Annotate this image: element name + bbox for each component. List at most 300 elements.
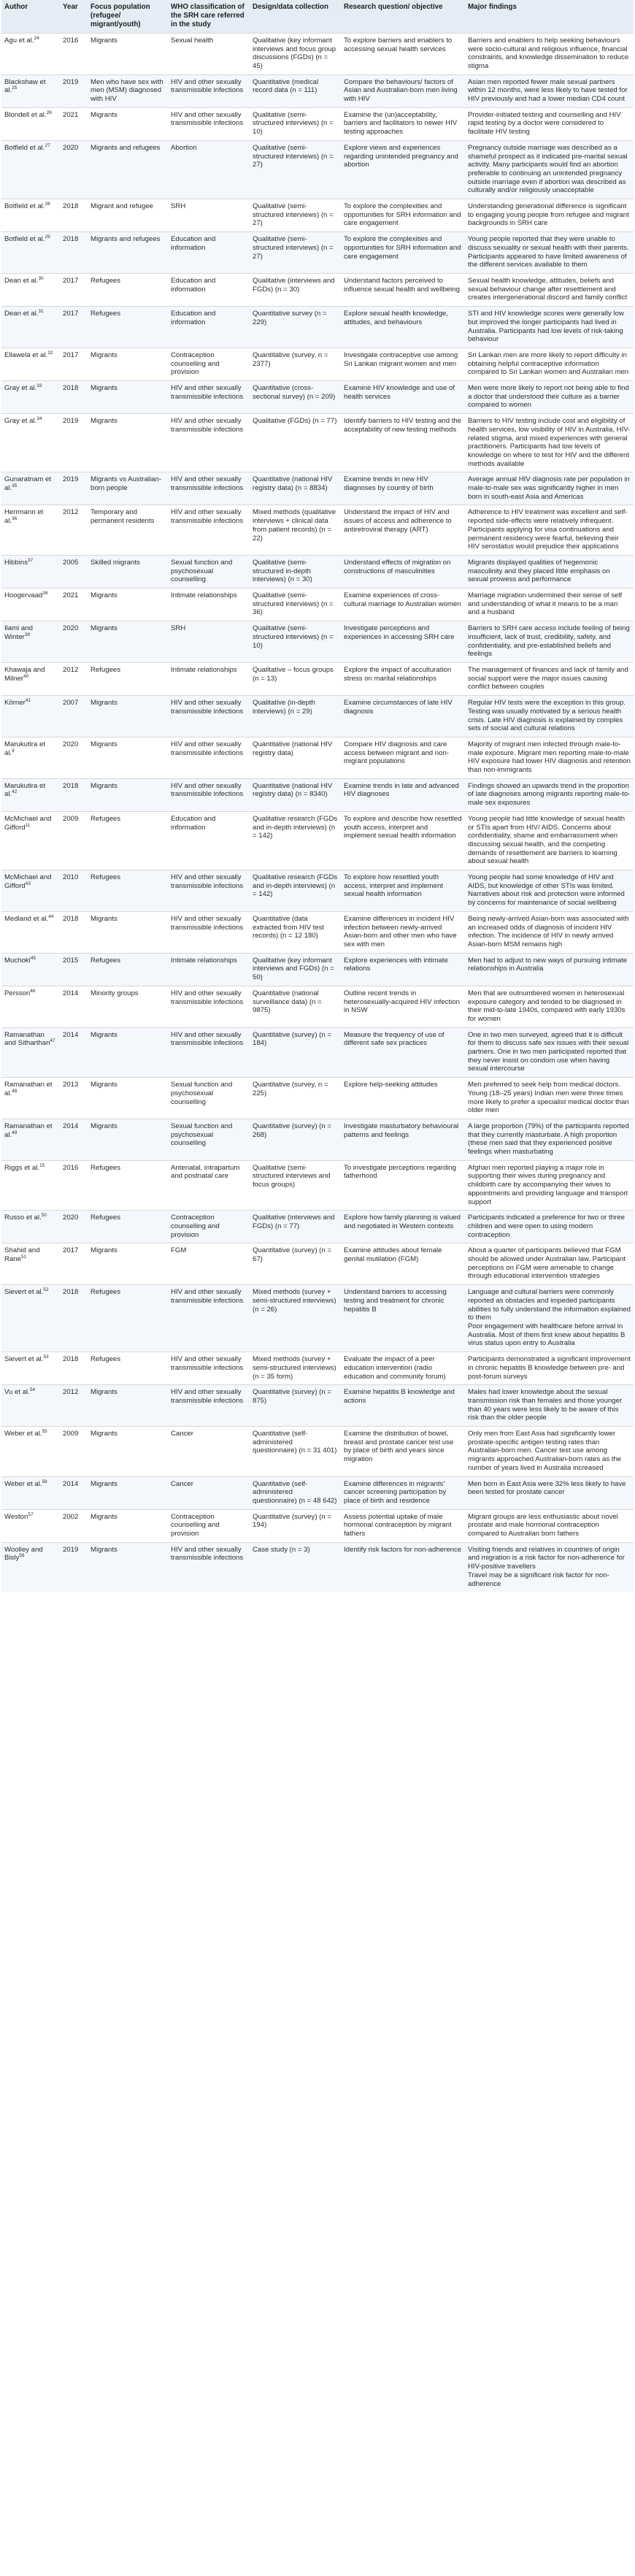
cell-population: Migrants <box>88 737 168 778</box>
cell-population: Migrants and refugees <box>88 232 168 274</box>
cell-design: Qualitative research (FGDs and in-depth interviews) (n = 142) <box>250 870 341 912</box>
cell-year: 2016 <box>60 1160 88 1211</box>
cell-who-classification: Cancer <box>168 1427 250 1477</box>
cell-year: 2017 <box>60 273 88 306</box>
cell-major-findings: Participants demonstrated a significant improvement in chronic hepatitis B knowledge between pre- and post-forum surveys <box>465 1352 634 1385</box>
cell-design: Case study (n = 3) <box>250 1542 341 1592</box>
cell-major-findings: Visiting friends and relatives in countries of origin and migration is a risk factor for non-adherence for HIV-positive travellers Travel may be a significant risk factor for non-adherence <box>465 1542 634 1592</box>
table-body <box>1 33 634 1592</box>
cell-population: Migrants <box>88 778 168 811</box>
cell-research-question: Understand factors perceived to influence sexual health and wellbeing <box>341 273 465 306</box>
author-name: Botfield et al. <box>4 235 45 244</box>
cell-research-question: Evaluate the impact of a peer education intervention (radio education and community forum) <box>341 1352 465 1385</box>
cell-who-classification: Sexual health <box>168 33 250 74</box>
cell-design: Quantitative (national surveillance data) (n = 9875) <box>250 986 341 1027</box>
cell-design: Quantitative (survey) (n = 184) <box>250 1027 341 1078</box>
cell-major-findings: Adherence to HIV treatment was excellent and self-reported side-effects were relatively infrequent. Participants applying for visa continuations and permanent residency were fearful, believing their HIV serostatus would prejudice their applications <box>465 505 634 556</box>
table-row <box>1 1078 634 1119</box>
cell-research-question: Investigate perceptions and experiences in accessing SRH care <box>341 621 465 663</box>
cell-design: Qualitative (semi-structured interviews) (n = 27) <box>250 232 341 274</box>
cell-who-classification: Sexual function and psychosexual counselling <box>168 555 250 588</box>
cell-author <box>1 953 60 986</box>
table-row <box>1 505 634 556</box>
author-name: Weber et al. <box>4 1479 42 1488</box>
reference-number: 57 <box>28 1511 34 1517</box>
table-row <box>1 140 634 199</box>
cell-design: Mixed methods (qualitative interviews + clinical data from patient records) (n = 22) <box>250 505 341 556</box>
author-name: Agu et al. <box>4 36 34 45</box>
cell-who-classification: HIV and other sexually transmissible infections <box>168 414 250 472</box>
table-row <box>1 74 634 107</box>
cell-major-findings: A large proportion (79%) of the participants reported that they currently masturbate. A high proportion (these men said that they experienced positive feelings when masturbating <box>465 1119 634 1160</box>
header-author: Author <box>1 0 60 33</box>
author-name: Dean et al. <box>4 310 39 318</box>
cell-design: Mixed methods (survey + semi-structured interviews) (n = 26) <box>250 1285 341 1352</box>
cell-who-classification: HIV and other sexually transmissible infections <box>168 505 250 556</box>
cell-author <box>1 1211 60 1243</box>
cell-population: Refugees <box>88 811 168 870</box>
cell-research-question: To explore how resettled youth access, interpret and implement sexual health information <box>341 870 465 912</box>
cell-major-findings: Majority of migrant men infected through male-to-male exposure. Migrant men reporting male-to-male HIV exposure had lower HIV diagnosis and retention than non-immigrants <box>465 737 634 778</box>
cell-design: Qualitative (semi-structured in-depth interviews) (n = 30) <box>250 555 341 588</box>
reference-number: 32 <box>47 350 53 356</box>
cell-author <box>1 555 60 588</box>
cell-research-question: Examine differences in migrants' cancer screening participation by place of birth and residence <box>341 1476 465 1509</box>
cell-design: Quantitative (survey) (n = 194) <box>250 1509 341 1542</box>
cell-major-findings: Barriers to HIV testing include cost and eligibility of health services, low visibility of HIV in Australia, HIV-related stigma, and mixed experiences with general practitioners. Participants had low levels of knowledge on where to test for HIV and the different methods available <box>465 414 634 472</box>
reference-number: 37 <box>28 557 34 563</box>
cell-population: Migrants <box>88 1427 168 1477</box>
table-row <box>1 273 634 306</box>
cell-major-findings: Sri Lankan men are more likely to report difficulty in obtaining helpful contraceptive information compared to Sri Lankan women and Australian men <box>465 348 634 380</box>
cell-research-question: Examine HIV knowledge and use of health services <box>341 381 465 414</box>
cell-population: Men who have sex with men (MSM) diagnosed with HIV <box>88 74 168 107</box>
cell-population: Temporary and permanent residents <box>88 505 168 556</box>
cell-author <box>1 811 60 870</box>
reference-number: 34 <box>36 415 42 421</box>
author-name: Ilami and Winter <box>4 624 33 641</box>
cell-major-findings: Migrant groups are less enthusiastic about novel prostate and male hormonal contraception compared to Australian born fathers <box>465 1509 634 1542</box>
cell-year: 2020 <box>60 737 88 778</box>
cell-major-findings: Marriage migration undermined their sense of self and understanding of what it means to be a man and a husband <box>465 589 634 621</box>
cell-who-classification: HIV and other sexually transmissible infections <box>168 381 250 414</box>
cell-author <box>1 414 60 472</box>
table-row <box>1 33 634 74</box>
cell-major-findings: Provider-initiated testing and counselling and HIV rapid testing by a doctor were considered to facilitate HIV testing <box>465 107 634 140</box>
cell-design: Qualitative (key informant interviews and FGDs) (n = 50) <box>250 953 341 986</box>
cell-major-findings: Men that are outnumbered women in heterosexual exposure category and tended to be diagnosed in their mid-to-late 1940s, compared with early 1930s for women <box>465 986 634 1027</box>
author-name: Körner <box>4 699 26 708</box>
cell-population: Refugees <box>88 307 168 348</box>
cell-major-findings: Participants indicated a preference for two or three children and were open to using modern contraception <box>465 1211 634 1243</box>
cell-author <box>1 472 60 505</box>
cell-year: 2007 <box>60 696 88 737</box>
cell-author <box>1 1509 60 1542</box>
cell-major-findings: Barriers to SRH care access include feeling of being insufficient, lack of trust, credibility, safety, and confidentiality, and pre-established beliefs and feelings <box>465 621 634 663</box>
cell-design: Quantitative (national HIV registry data) (n = 8834) <box>250 472 341 505</box>
cell-major-findings: Migrants displayed qualities of hegemonic masculinity and they placed little emphasis on sexual prowess and performance <box>465 555 634 588</box>
author-name: Khawaja and Milner <box>4 666 45 683</box>
cell-research-question: To explore barriers and enablers to accessing sexual health services <box>341 33 465 74</box>
table-header-row <box>1 0 634 33</box>
reference-number: 45 <box>30 955 36 961</box>
cell-who-classification: HIV and other sexually transmissible infections <box>168 1542 250 1592</box>
cell-research-question: Explore sexual health knowledge, attitudes, and behaviours <box>341 307 465 348</box>
cell-research-question: Examine experiences of cross-cultural marriage to Australian women <box>341 589 465 621</box>
cell-population: Refugees <box>88 663 168 696</box>
cell-author <box>1 232 60 274</box>
cell-year: 2021 <box>60 107 88 140</box>
cell-year: 2018 <box>60 911 88 953</box>
table-row <box>1 107 634 140</box>
cell-major-findings: Males had lower knowledge about the sexual transmission risk than females and those younger than 40 years were less likely to be aware of this risk than the older people <box>465 1385 634 1427</box>
author-name: Herrmann et al. <box>4 508 44 526</box>
cell-design: Quantitative (survey) (n = 875) <box>250 1385 341 1427</box>
cell-major-findings: One in two men surveyed, agreed that it is difficult for them to discuss safe sex issues with their sexual partners. One in two men participated reported that they never insist on condom use when having sexual intercourse <box>465 1027 634 1078</box>
cell-who-classification: Sexual function and psychosexual counselling <box>168 1078 250 1119</box>
reference-number: 35 <box>12 483 18 488</box>
cell-major-findings: Language and cultural barriers were commonly reported as obstacles and impeded participants abilities to fully understand the information explained to them Poor engagement with healthcare before arrival in Australia. Most of them first knew about hepatitis B virus status upon entry to Australia <box>465 1285 634 1352</box>
author-name: McMichael and Gifford <box>4 814 52 832</box>
cell-design: Qualitative (semi-structured interviews) (n = 10) <box>250 107 341 140</box>
table-row <box>1 1427 634 1477</box>
cell-author <box>1 621 60 663</box>
cell-design: Qualitative (interviews and FGDs) (n = 77) <box>250 1211 341 1243</box>
cell-design: Quantitative (cross-sectional survey) (n = 209) <box>250 381 341 414</box>
cell-population: Migrants <box>88 911 168 953</box>
table-row <box>1 663 634 696</box>
author-name: Hoogervaad <box>4 591 43 600</box>
cell-design: Quantitative (survey, n = 2377) <box>250 348 341 380</box>
cell-major-findings: Men had to adjust to new ways of pursuing intimate relationships in Australia <box>465 953 634 986</box>
studies-table <box>1 0 634 1592</box>
reference-number: 47 <box>50 1038 55 1044</box>
cell-who-classification: HIV and other sexually transmissible infections <box>168 911 250 953</box>
cell-major-findings: Average annual HIV diagnosis rate per population in male-to-male sex was significantly higher in men born in south-east Asia and Americas <box>465 472 634 505</box>
cell-author <box>1 1542 60 1592</box>
author-name: Persson <box>4 989 31 997</box>
cell-year: 2002 <box>60 1509 88 1542</box>
cell-year: 2017 <box>60 348 88 380</box>
table-row <box>1 696 634 737</box>
table-row <box>1 1243 634 1285</box>
cell-who-classification: Education and information <box>168 232 250 274</box>
cell-who-classification: Intimate relationships <box>168 953 250 986</box>
cell-author <box>1 1285 60 1352</box>
cell-who-classification: Abortion <box>168 140 250 199</box>
cell-year: 2018 <box>60 381 88 414</box>
cell-year: 2009 <box>60 811 88 870</box>
cell-design: Quantitative (national HIV registry data) (n = 8340) <box>250 778 341 811</box>
reference-number: 50 <box>41 1213 47 1219</box>
reference-number: 55 <box>42 1428 47 1434</box>
author-name: Weber et al. <box>4 1430 42 1438</box>
cell-author <box>1 199 60 232</box>
cell-research-question: Measure the frequency of use of different safe sex practices <box>341 1027 465 1078</box>
cell-author <box>1 1476 60 1509</box>
cell-population: Migrants vs Australian-born people <box>88 472 168 505</box>
cell-major-findings: STI and HIV knowledge scores were generally low but improved the longer participants had lived in Australia. Participants had low levels of risk-taking behaviour <box>465 307 634 348</box>
cell-year: 2019 <box>60 414 88 472</box>
cell-who-classification: Cancer <box>168 1476 250 1509</box>
cell-year: 2010 <box>60 870 88 912</box>
cell-research-question: Examine differences in incident HIV infection between newly-arrived Asian-born and other men who have sex with men <box>341 911 465 953</box>
header-population: Focus population (refugee/ migrant/youth) <box>88 0 168 33</box>
cell-author <box>1 1352 60 1385</box>
cell-author <box>1 870 60 912</box>
table-row <box>1 555 634 588</box>
cell-who-classification: Education and information <box>168 273 250 306</box>
cell-research-question: Explore help-seeking attitudes <box>341 1078 465 1119</box>
header-findings: Major findings <box>465 0 634 33</box>
cell-who-classification: Intimate relationships <box>168 663 250 696</box>
cell-design: Qualitative (FGDs) (n = 77) <box>250 414 341 472</box>
reference-number: 33 <box>36 383 42 388</box>
cell-design: Quantitative (survey) (n = 268) <box>250 1119 341 1160</box>
cell-author <box>1 307 60 348</box>
reference-number: 49 <box>12 1130 18 1135</box>
table-row <box>1 1119 634 1160</box>
cell-research-question: Assess potential uptake of male hormonal contraception by migrant fathers <box>341 1509 465 1542</box>
cell-population: Migrant and refugee <box>88 199 168 232</box>
cell-design: Quantitative (survey) (n = 67) <box>250 1243 341 1285</box>
cell-author <box>1 107 60 140</box>
cell-year: 2014 <box>60 1119 88 1160</box>
cell-who-classification: HIV and other sexually transmissible infections <box>168 986 250 1027</box>
cell-design: Qualitative (semi-structured interviews) (n = 27) <box>250 199 341 232</box>
cell-who-classification: Antenatal, intrapartum and postnatal care <box>168 1160 250 1211</box>
cell-who-classification: Intimate relationships <box>168 589 250 621</box>
cell-design: Qualitative (semi-structured interviews) (n = 27) <box>250 140 341 199</box>
author-name: Riggs et al. <box>4 1163 39 1172</box>
author-name: Botfield et al. <box>4 202 45 211</box>
cell-research-question: Examine hepatitis B knowledge and actions <box>341 1385 465 1427</box>
author-name: Marukutira et al. <box>4 781 45 799</box>
reference-number: 38 <box>42 590 48 596</box>
cell-year: 2013 <box>60 1078 88 1119</box>
cell-year: 2014 <box>60 1027 88 1078</box>
reference-number: 53 <box>43 1354 49 1360</box>
header-design: Design/data collection <box>250 0 341 33</box>
cell-design: Mixed methods (survey + semi-structured interviews) (n = 35 form) <box>250 1352 341 1385</box>
author-name: Gray et al. <box>4 417 37 426</box>
table-row <box>1 1211 634 1243</box>
cell-year: 2014 <box>60 986 88 1027</box>
cell-population: Migrants <box>88 1119 168 1160</box>
header-year: Year <box>60 0 88 33</box>
cell-major-findings: Young people reported that they were unable to discuss sexuality or sexual health with their parents. Participants appeared to have limited awareness of the different services available to them <box>465 232 634 274</box>
reference-number: 36 <box>12 515 18 521</box>
cell-population: Migrants <box>88 1078 168 1119</box>
author-name: Ellawela et al. <box>4 350 48 359</box>
cell-population: Migrants <box>88 33 168 74</box>
cell-author <box>1 986 60 1027</box>
cell-author <box>1 1078 60 1119</box>
cell-population: Migrants <box>88 696 168 737</box>
cell-year: 2018 <box>60 778 88 811</box>
cell-population: Migrants <box>88 107 168 140</box>
cell-major-findings: Afghan men reported playing a major role in supporting their wives during pregnancy and childbirth care by accompanying their wives to appointments and providing language and transport support <box>465 1160 634 1211</box>
reference-number: 39 <box>24 632 30 637</box>
author-name: Ramanathan et al. <box>4 1122 53 1139</box>
cell-population: Refugees <box>88 1285 168 1352</box>
cell-major-findings: Men were more likely to report not being able to find a doctor that understood their culture as a barrier compared to women <box>465 381 634 414</box>
cell-author <box>1 273 60 306</box>
cell-design: Quantitative (self-administered questionnaire) (n = 48 642) <box>250 1476 341 1509</box>
reference-number: 26 <box>46 110 52 115</box>
cell-design: Qualitative (key informant interviews and focus group discussions (FGDs) (n = 45) <box>250 33 341 74</box>
cell-research-question: Examine trends in new HIV diagnoses by country of birth <box>341 472 465 505</box>
cell-year: 2020 <box>60 140 88 199</box>
table-row <box>1 811 634 870</box>
cell-author <box>1 589 60 621</box>
cell-design: Qualitative (semi-structured interviews) (n = 36) <box>250 589 341 621</box>
table-row <box>1 472 634 505</box>
cell-population: Migrants <box>88 1243 168 1285</box>
cell-author <box>1 696 60 737</box>
cell-year: 2017 <box>60 307 88 348</box>
cell-research-question: To explore the complexities and opportunities for SRH information and care engagement <box>341 199 465 232</box>
cell-design: Qualitative (semi-structured interviews and focus groups) <box>250 1160 341 1211</box>
reference-number: 29 <box>45 234 50 239</box>
cell-research-question: Explore experiences with intimate relations <box>341 953 465 986</box>
cell-population: Refugees <box>88 1160 168 1211</box>
cell-author <box>1 1243 60 1285</box>
author-name: McMichael and Gifford <box>4 873 52 890</box>
cell-research-question: Investigate masturbatory behavioural patterns and feelings <box>341 1119 465 1160</box>
cell-author <box>1 140 60 199</box>
cell-who-classification: FGM <box>168 1243 250 1285</box>
cell-author <box>1 1427 60 1477</box>
cell-research-question: Examine the (un)acceptability, barriers and facilitators to newer HIV testing approaches <box>341 107 465 140</box>
reference-number: 51 <box>20 1254 27 1260</box>
author-name: Botfield et al. <box>4 143 45 152</box>
cell-major-findings: Regular HIV tests were the exception in this group. Testing was usually motivated by a serious health crisis. Late HIV diagnosis is explained by complex sets of social and cultural relations <box>465 696 634 737</box>
cell-major-findings: Men preferred to seek help from medical doctors. Young (18–25 years) Indian men were three times more likely to prefer a specialist medical doctor than older men <box>465 1078 634 1119</box>
cell-population: Migrants <box>88 1509 168 1542</box>
cell-who-classification: HIV and other sexually transmissible infections <box>168 778 250 811</box>
cell-population: Migrants <box>88 348 168 380</box>
cell-who-classification: SRH <box>168 199 250 232</box>
author-name: Muchoki <box>4 956 31 965</box>
cell-research-question: To explore the complexities and opportunities for SRH information and care engagement <box>341 232 465 274</box>
cell-author <box>1 1027 60 1078</box>
table-row <box>1 348 634 380</box>
cell-population: Refugees <box>88 1211 168 1243</box>
cell-year: 2009 <box>60 1427 88 1477</box>
author-name: Gunaratnam et al. <box>4 475 51 493</box>
cell-major-findings: Pregnancy outside marriage was described as a shameful prospect as it indicated pre-marital sexual activity. Many participants would find an abortion preferable to continuing an unintended pregnancy outside marriage even if abortion was described as culturally and/or religiously unacceptable <box>465 140 634 199</box>
cell-population: Refugees <box>88 870 168 912</box>
cell-year: 2012 <box>60 1385 88 1427</box>
author-name: Vu et al. <box>4 1388 30 1397</box>
reference-number: 27 <box>45 142 50 148</box>
cell-year: 2020 <box>60 621 88 663</box>
cell-who-classification: Education and information <box>168 811 250 870</box>
reference-number: 24 <box>34 35 39 41</box>
cell-who-classification: HIV and other sexually transmissible infections <box>168 737 250 778</box>
table-row <box>1 1476 634 1509</box>
table-row <box>1 1352 634 1385</box>
cell-research-question: Explore the impact of acculturation stress on marital relationships <box>341 663 465 696</box>
cell-who-classification: HIV and other sexually transmissible infections <box>168 1027 250 1078</box>
cell-research-question: Examine trends in late and advanced HIV diagnoses <box>341 778 465 811</box>
cell-major-findings: About a quarter of participants believed that FGM should be allowed under Australian law. Participant perceptions on FGM were amenable to change through educational intervention strategies <box>465 1243 634 1285</box>
cell-research-question: Examine circumstances of late HIV diagnosis <box>341 696 465 737</box>
cell-year: 2017 <box>60 1243 88 1285</box>
cell-research-question: Outline recent trends in heterosexually-acquired HIV infection in NSW <box>341 986 465 1027</box>
cell-major-findings: Barriers and enablers to help seeking behaviours were socio-cultural and religious influence, financial constraints, and knowledge dissemination to reduce stigma <box>465 33 634 74</box>
cell-who-classification: Contraception counselling and provision <box>168 1509 250 1542</box>
reference-number: 42 <box>12 789 18 795</box>
cell-design: Quantitative (medical record data (n = 111) <box>250 74 341 107</box>
cell-population: Migrants <box>88 621 168 663</box>
cell-who-classification: HIV and other sexually transmissible infections <box>168 107 250 140</box>
cell-design: Quantitative (survey, n = 225) <box>250 1078 341 1119</box>
cell-year: 2021 <box>60 589 88 621</box>
cell-year: 2012 <box>60 505 88 556</box>
cell-author <box>1 348 60 380</box>
cell-population: Refugees <box>88 953 168 986</box>
table-row <box>1 1385 634 1427</box>
author-name: Russo et al. <box>4 1214 42 1222</box>
reference-number: 54 <box>29 1387 36 1393</box>
cell-author <box>1 1160 60 1211</box>
cell-author <box>1 1119 60 1160</box>
cell-research-question: Identify risk factors for non-adherence <box>341 1542 465 1592</box>
cell-who-classification: HIV and other sexually transmissible infections <box>168 472 250 505</box>
author-name: Woolley and Bisly <box>4 1545 43 1563</box>
cell-population: Minority groups <box>88 986 168 1027</box>
cell-major-findings: Asian men reported fewer male sexual partners within 12 months, were less likely to have tested for HIV previously and had a lower median CD4 count <box>465 74 634 107</box>
cell-major-findings: Young people had little knowledge of sexual health or STIs apart from HIV/ AIDS. Concerns about confidentiality, shame and embarrassment when discussing sexual health, and the competing demands of resettlement are barriers to learning about sexual health <box>465 811 634 870</box>
cell-research-question: Investigate contraceptive use among Sri Lankan migrant women and men <box>341 348 465 380</box>
reference-number: 52 <box>43 1287 49 1292</box>
cell-design: Quantitative survey (n = 229) <box>250 307 341 348</box>
cell-design: Qualitative research (FGDs and in-depth interviews) (n = 142) <box>250 811 341 870</box>
cell-major-findings: Young people had some knowledge of HIV and AIDS, but knowledge of other STIs was limited. Narratives about risk and protection were informed by concerns for maintenance of social wellbeing <box>465 870 634 912</box>
cell-who-classification: Contraception counselling and provision <box>168 348 250 380</box>
reference-number: 43 <box>25 881 31 886</box>
cell-who-classification: HIV and other sexually transmissible infections <box>168 1385 250 1427</box>
reference-number: 25 <box>12 85 18 91</box>
reference-number: 30 <box>38 275 44 281</box>
table-row <box>1 199 634 232</box>
author-name: Ramanathan et al. <box>4 1081 53 1097</box>
cell-research-question: To investigate perceptions regarding fatherhood <box>341 1160 465 1211</box>
cell-year: 2018 <box>60 1285 88 1352</box>
cell-who-classification: HIV and other sexually transmissible infections <box>168 74 250 107</box>
table-row <box>1 778 634 811</box>
cell-year: 2018 <box>60 199 88 232</box>
cell-population: Refugees <box>88 273 168 306</box>
reference-number: 9 <box>12 748 15 754</box>
header-question: Research question/ objective <box>341 0 465 33</box>
author-name: Medland et al. <box>4 914 49 923</box>
cell-population: Migrants <box>88 1385 168 1427</box>
author-name: Hibbins <box>4 558 28 567</box>
cell-year: 2015 <box>60 953 88 986</box>
table-row <box>1 232 634 274</box>
reference-number: 46 <box>30 988 36 994</box>
table-row <box>1 307 634 348</box>
author-name: Marukutira et al. <box>4 740 45 757</box>
table-row <box>1 737 634 778</box>
cell-population: Migrants <box>88 1027 168 1078</box>
table-row <box>1 1285 634 1352</box>
cell-who-classification: Sexual function and psychosexual counselling <box>168 1119 250 1160</box>
cell-research-question: Compare the behaviours/ factors of Asian and Australian-born men living with HIV <box>341 74 465 107</box>
